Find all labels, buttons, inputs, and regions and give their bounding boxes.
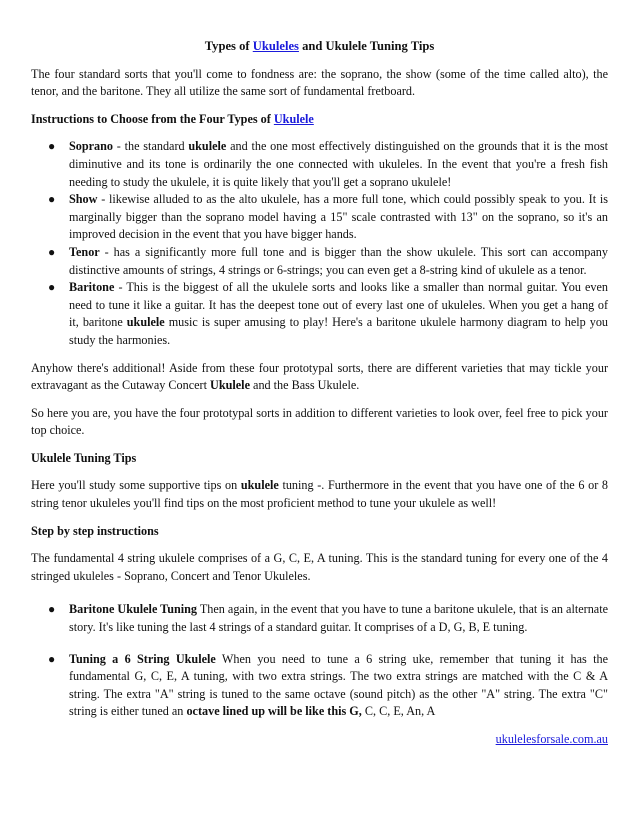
- bullet-icon: ●: [48, 280, 56, 295]
- tip-text: When you need to tune a 6 string uke, remember that tuning it has the fundamental G, C, E, A tuning, with two extra strings. The two extra strings are matched with the C & A string. The extra "A" string is tuned to the same octave (sound pitch) as the other "A" string. The extra "C" string is either tuned an: [69, 651, 608, 719]
- tip-bold: octave lined up will be like this G,: [186, 704, 362, 719]
- tuning-intro-bold: ukulele: [240, 478, 279, 493]
- list-item-six-string-tuning: [48, 651, 608, 721]
- fundamental-paragraph: The fundamental 4 string ukulele comprises of a G, C, E, A tuning. This is the standard tuning for every one of the 4 stringed ukuleles - Soprano, Concert and Tenor Ukuleles.: [31, 551, 608, 583]
- page-title: [31, 38, 608, 56]
- list-item-show: [48, 191, 608, 244]
- type-bold: ukulele: [188, 139, 227, 154]
- bullet-icon: ●: [48, 651, 56, 666]
- type-name: Soprano: [69, 139, 114, 154]
- type-text: - the standard: [113, 139, 189, 154]
- title-prefix: Types of: [204, 39, 253, 53]
- list-item-baritone-tuning: [48, 601, 608, 636]
- type-text: music is super amusing to play! Here's a baritone ukulele harmony diagram to help you study the harmonies.: [69, 315, 609, 347]
- tuning-intro-paragraph: [31, 477, 608, 512]
- ukuleles-link[interactable]: Ukuleles: [252, 39, 299, 53]
- type-bold: ukulele: [126, 315, 165, 330]
- anyhow-bold: Ukulele: [210, 378, 250, 393]
- anyhow-text-end: and the Bass Ukulele.: [249, 378, 360, 393]
- tuning-intro-text-end: tuning -. Furthermore in the event that you have one of the 6 or 8 string tenor ukuleles you'll find tips on the most proficient method to tune your ukulele as well!: [31, 478, 608, 511]
- bullet-icon: ●: [48, 602, 56, 617]
- type-text: - This is the biggest of all the ukulele sorts and looks like a smaller than normal guitar. You even need to tune it like a guitar. It has the deepest tone out of every last one of ukuleles. When you get a hang of it, baritone: [69, 280, 608, 330]
- tuning-tips-list: [31, 601, 608, 721]
- type-text: - likewise alluded to as the alto ukulele, has a more full tone, which could possibly speak to you. It is marginally bigger than the soprano model having a 15" scale contrasted with 13" on the soprano, so it's an improved decision in the event that you have bigger hands.: [69, 192, 608, 242]
- type-name: Baritone: [69, 280, 115, 295]
- bullet-icon: ●: [48, 139, 56, 154]
- tip-text: Then again, in the event that you have to tune a baritone ukulele, that is an alternate story. It's like tuning the last 4 strings of a standard guitar. It comprises of a D, G, B, E tuning.: [69, 602, 608, 635]
- type-text: and the one most effectively distinguished on the grounds that it is the most diminutive and its tone is ordinarily the one connected with ukuleles. In the event that you're a fresh fish needing to study the ukulele, it is quite likely that you'll get a soprano ukulele!: [69, 139, 608, 189]
- steps-heading: Step by step instructions: [31, 523, 159, 538]
- list-item-soprano: [48, 138, 608, 191]
- bullet-icon: ●: [48, 244, 56, 259]
- instructions-heading-text: Instructions to Choose from the Four Types of: [31, 111, 274, 126]
- tip-title: Tuning a 6 String Ukulele: [69, 651, 216, 666]
- footer-link[interactable]: ukulelesforsale.com.au: [495, 732, 608, 746]
- footer: [31, 731, 608, 749]
- type-name: Show: [69, 192, 98, 207]
- title-suffix: and Ukulele Tuning Tips: [298, 39, 435, 53]
- ukulele-link[interactable]: Ukulele: [273, 111, 314, 126]
- tip-text-end: C, C, E, An, A: [361, 704, 436, 719]
- ukulele-types-list: [31, 138, 608, 349]
- anyhow-paragraph: [31, 360, 608, 395]
- list-item-tenor: [48, 244, 608, 279]
- type-name: Tenor: [69, 244, 100, 259]
- bullet-icon: ●: [48, 192, 56, 207]
- tuning-intro-text: Here you'll study some supportive tips on: [31, 478, 241, 493]
- anyhow-text: Anyhow there's additional! Aside from these four prototypal sorts, there are different varieties that may tickle your extravagant as the Cutaway Concert: [31, 360, 608, 393]
- type-text: - has a significantly more full tone and is bigger than the show ukulele. This sort can accompany distinctive amounts of strings, 4 strings or 6-strings; you can even get a 8-string kind of ukulele as a tenor.: [69, 244, 608, 277]
- tip-title: Baritone Ukulele Tuning: [69, 602, 198, 617]
- list-item-baritone: [48, 279, 609, 349]
- so-here-paragraph: So here you are, you have the four prototypal sorts in addition to different varieties to look over, feel free to pick your top choice.: [31, 405, 608, 438]
- intro-paragraph: The four standard sorts that you'll come to fondness are: the soprano, the show (some of the time called alto), the tenor, and the baritone. They all utilize the same sort of fundamental fretboard.: [31, 66, 608, 99]
- instructions-heading: [31, 111, 608, 129]
- tuning-tips-heading: Ukulele Tuning Tips: [31, 450, 137, 465]
